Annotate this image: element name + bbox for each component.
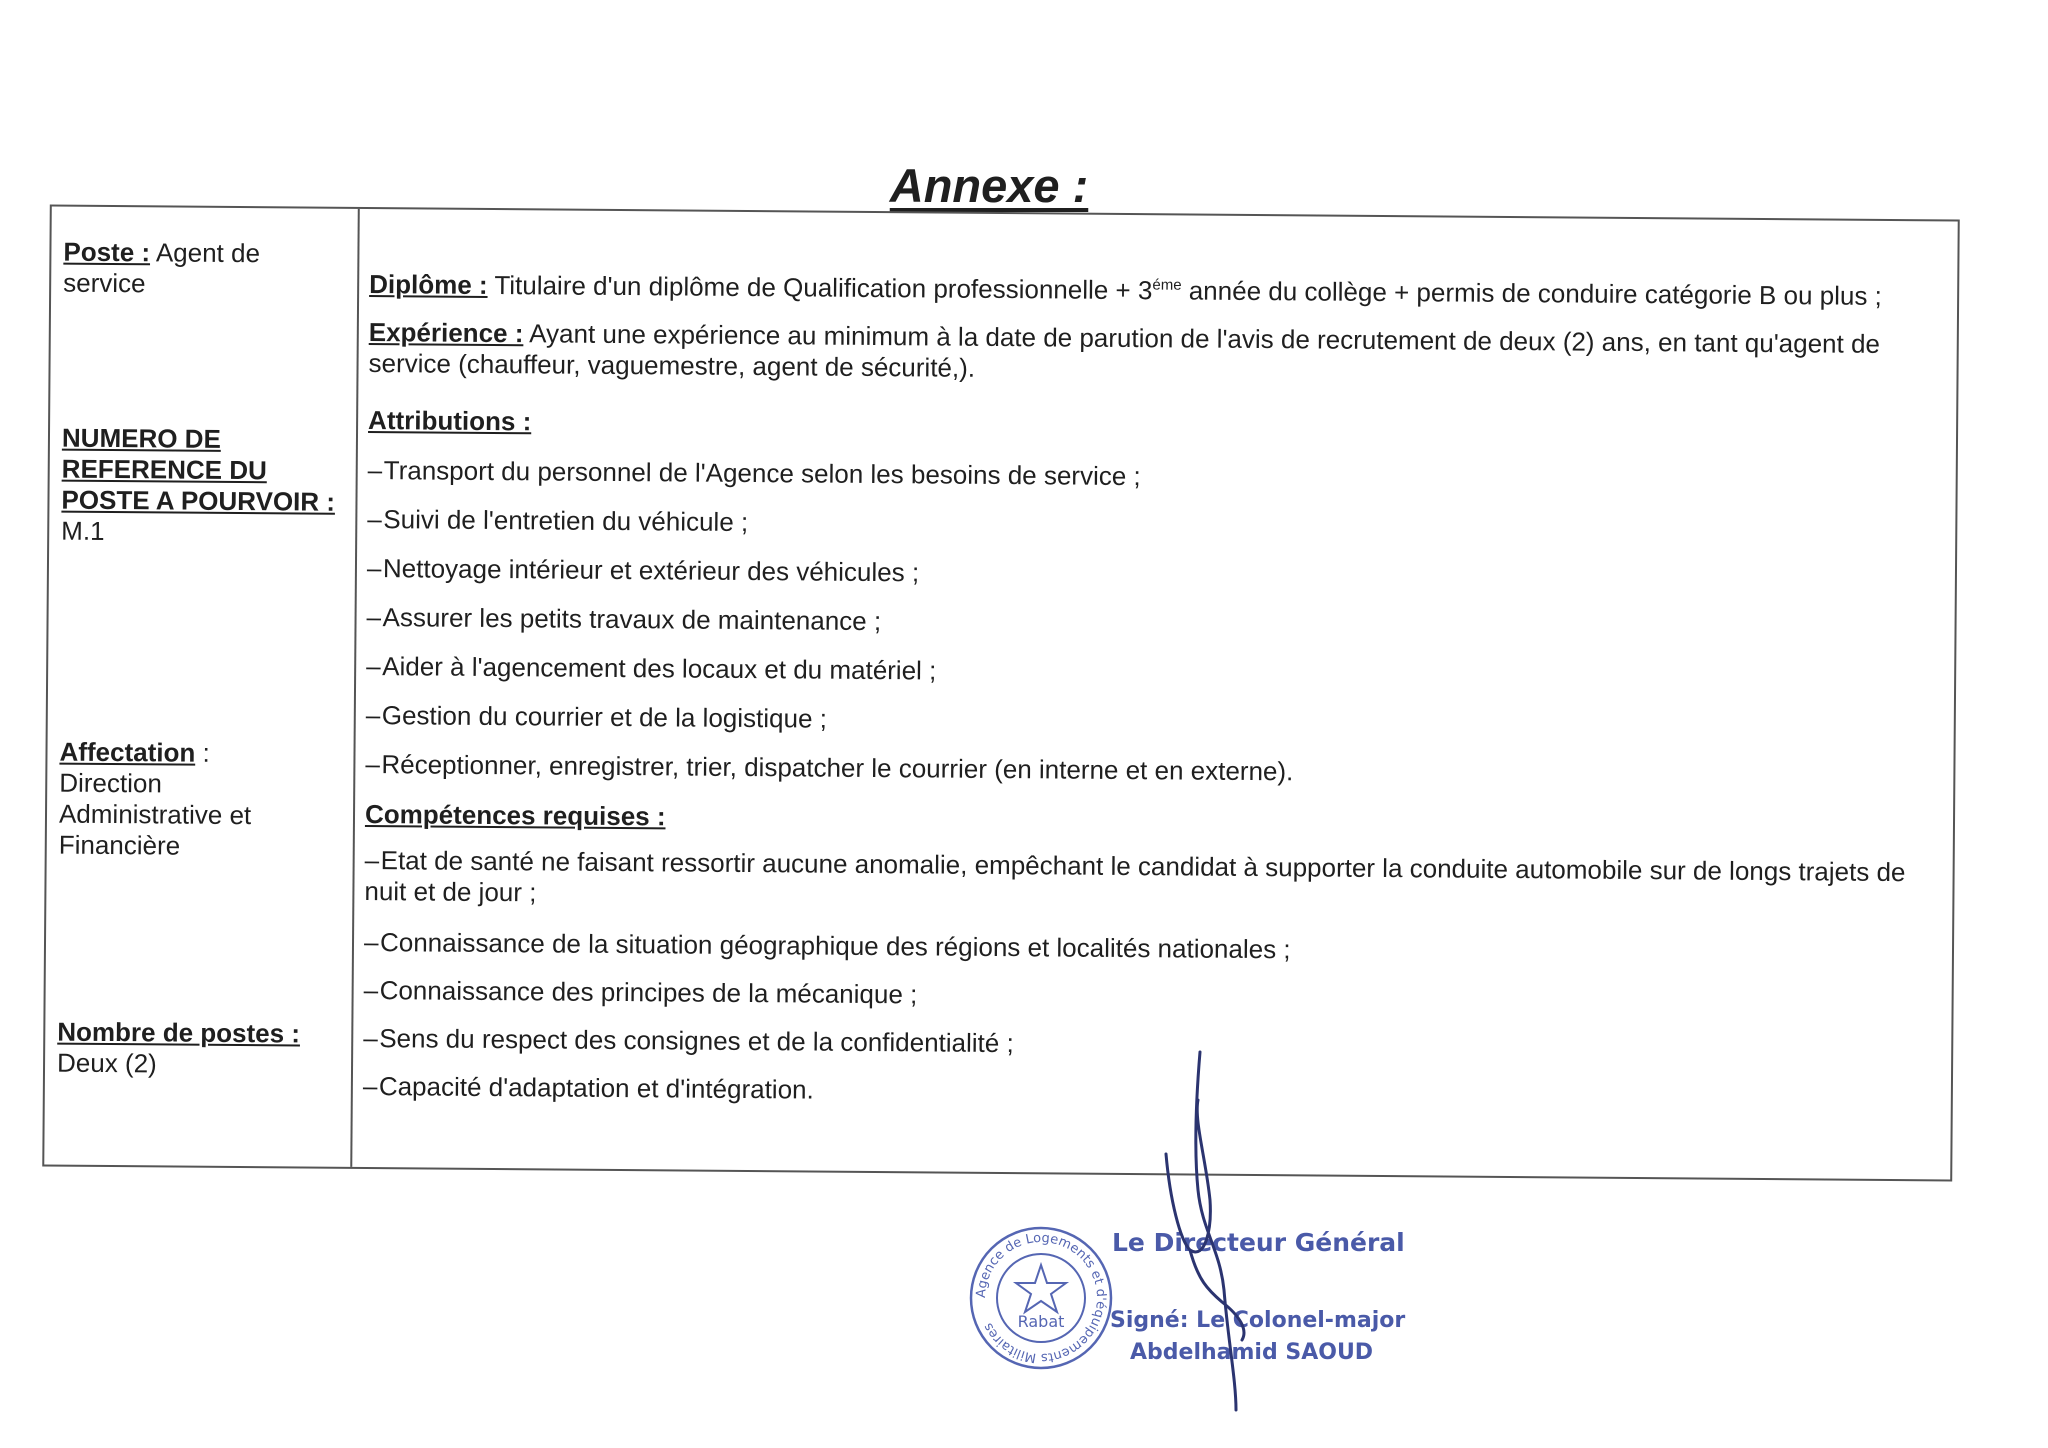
reference-value: M.1 (61, 515, 105, 546)
poste-value: Agent de service (63, 237, 261, 299)
reference-block (61, 423, 342, 549)
title-text: Annexe : (889, 159, 1089, 212)
list-item: –Connaissance de la situation géographique des régions et localités nationales ; (363, 927, 1291, 965)
nombre-label: Nombre de postes : (57, 1016, 301, 1049)
attributions-label: Attributions : (368, 405, 532, 437)
list-item: –Transport du personnel de l'Agence selon les besoins de service ; (367, 455, 1141, 492)
annex-table (42, 205, 1959, 1182)
reference-label: NUMERO DE REFERENCE DU POSTE A POURVOIR : (61, 422, 336, 517)
diplome-text-a: Titulaire d'un diplôme de Qualification professionnelle + 3 (487, 269, 1153, 306)
affectation-value: : Direction Administrative et Financière (58, 737, 252, 861)
competences-label: Compétences requises : (364, 799, 666, 832)
column-divider (350, 209, 360, 1167)
nombre-value: Deux (2) (56, 1047, 157, 1079)
stamp-ring-text: Agence de Logements et d'équipements Militaires (973, 1230, 1109, 1366)
experience-label: Expérience : (368, 317, 524, 349)
diplome-label: Diplôme : (369, 269, 488, 300)
experience-block (368, 317, 1943, 391)
list-item: –Assurer les petits travaux de maintenance ; (366, 602, 882, 637)
poste-label: Poste : (63, 236, 151, 268)
star-icon (1016, 1265, 1066, 1312)
page-title (0, 158, 2048, 213)
signatory-name: Abdelhamid SAOUD (1130, 1340, 1374, 1365)
affectation-block (59, 737, 280, 863)
signatory-rank: Signé: Le Colonel-major (1110, 1308, 1406, 1333)
signatory-title: Le Directeur Général (1112, 1228, 1405, 1257)
list-item: –Aider à l'agencement des locaux et du matériel ; (366, 651, 937, 686)
stamp-center-text: Rabat (1017, 1312, 1065, 1331)
affectation-label: Affectation (59, 736, 196, 768)
competences-heading (365, 799, 1940, 842)
left-column (56, 207, 344, 1079)
official-stamp (968, 1225, 1114, 1371)
list-item: –Capacité d'adaptation et d'intégration. (362, 1071, 814, 1105)
list-item: –Réceptionner, enregistrer, trier, dispatcher le courrier (en interne et en externe). (365, 749, 1294, 787)
handwritten-signature (1150, 1040, 1270, 1420)
diplome-sup: éme (1152, 276, 1182, 294)
list-item: –Etat de santé ne faisant ressortir aucune anomalie, empêchant le candidat à supporter la conduite automobile sur de longs trajets de nuit et de jour ; (364, 845, 1906, 908)
attributions-heading (368, 405, 1943, 448)
poste-block (63, 237, 343, 301)
list-item: –Gestion du courrier et de la logistique ; (365, 700, 828, 734)
list-item: –Connaissance des principes de la mécanique ; (363, 975, 918, 1010)
diplome-text-b: année du collège + permis de conduire catégorie B ou plus ; (1181, 275, 1882, 311)
experience-text: Ayant une expérience au minimum à la date de parution de l'avis de recrutement de deux (2) ans, en tant qu'agent de service (chauffeur, vaguemestre, agent de sécurité,). (368, 318, 1881, 383)
list-item: –Nettoyage intérieur et extérieur des véhicules ; (366, 553, 920, 588)
list-item: –Sens du respect des consignes et de la confidentialité ; (363, 1023, 1014, 1059)
nombre-block (57, 1017, 337, 1081)
list-item: –Suivi de l'entretien du véhicule ; (367, 504, 749, 538)
diplome-block (369, 269, 1944, 312)
